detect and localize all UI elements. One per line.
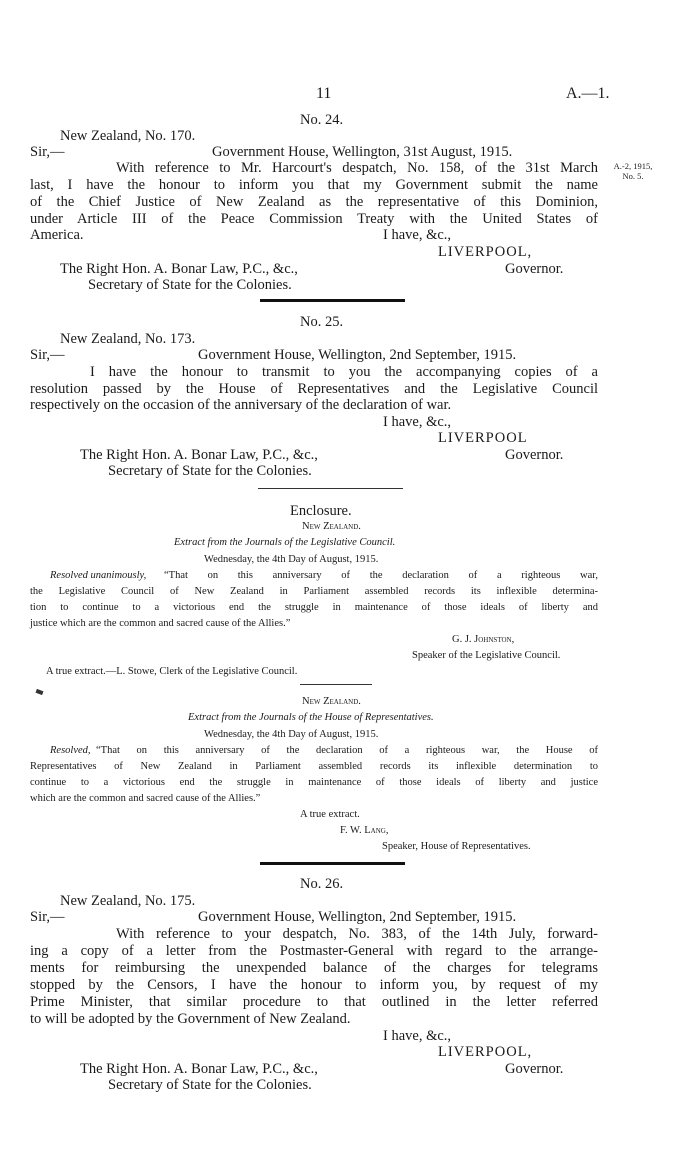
house-line-1: “That on this anniversary of the declaration of a righteous war, the House of <box>96 745 598 756</box>
letter25-signature: LIVERPOOL <box>438 430 528 446</box>
letter25-ref: New Zealand, No. 173. <box>60 331 196 347</box>
letter24-ref: New Zealand, No. 170. <box>60 128 196 144</box>
letter24-closing: I have, &c., <box>383 227 452 243</box>
section-rule <box>260 299 405 302</box>
letter24-address: Government House, Wellington, 31st August, 1915. <box>212 144 513 160</box>
letter26-line-6: to will be adopted by the Government of New Zealand. <box>30 1011 351 1027</box>
letter26-line-4: stopped by the Censors, I have the honour to inform you, by request of my <box>30 977 598 993</box>
letter24-recipient: The Right Hon. A. Bonar Law, P.C., &c., <box>60 261 298 277</box>
house-date: Wednesday, the 4th Day of August, 1915. <box>204 729 379 740</box>
letter24-number: No. 24. <box>300 112 344 128</box>
enclosure-heading: Enclosure. <box>290 503 352 519</box>
letter26-line-1: With reference to your despatch, No. 383, of the 14th July, forward- <box>116 926 598 942</box>
house-line-2: Representatives of New Zealand in Parliament assembled records its inflexible determination to <box>30 761 598 772</box>
letter26-sig-title: Governor. <box>505 1061 564 1077</box>
letter26-number: No. 26. <box>300 876 344 892</box>
letter26-ref: New Zealand, No. 175. <box>60 893 196 909</box>
letter26-salutation: Sir,— <box>30 909 65 925</box>
house-signer: F. W. Lang, <box>340 825 389 836</box>
house-source: Extract from the Journals of the House of Representatives. <box>188 712 434 723</box>
letter25-sig-title: Governor. <box>505 447 564 463</box>
section-rule <box>260 862 405 865</box>
letter24-recipient-title: Secretary of State for the Colonies. <box>88 277 292 293</box>
letter26-address: Government House, Wellington, 2nd September, 1915. <box>198 909 517 925</box>
house-line-3: continue to a victorious end the struggle in maintenance of those ideals of liberty and justice <box>30 777 598 788</box>
house-signer-title: Speaker, House of Representatives. <box>382 841 531 852</box>
council-signer-title: Speaker of the Legislative Council. <box>412 650 561 661</box>
council-date: Wednesday, the 4th Day of August, 1915. <box>204 554 379 565</box>
letter25-line-3: respectively on the occasion of the anniversary of the declaration of war. <box>30 397 452 413</box>
council-line-3: tion to continue to a victorious end the struggle in maintenance of those ideals of liberty and <box>30 602 598 613</box>
council-attest: A true extract.—L. Stowe, Clerk of the Legislative Council. <box>46 666 298 677</box>
letter25-address: Government House, Wellington, 2nd September, 1915. <box>198 347 517 363</box>
council-line-4: justice which are the common and sacred cause of the Allies.” <box>30 618 291 629</box>
letter24-salutation: Sir,— <box>30 144 65 160</box>
enclosure-divider <box>300 684 372 685</box>
letter24-sig-title: Governor. <box>505 261 564 277</box>
letter24-line-2: last, I have the honour to inform you that my Government submit the name <box>30 177 598 193</box>
letter24-line-1: With reference to Mr. Harcourt's despatch, No. 158, of the 31st March <box>116 160 598 176</box>
letter25-recipient-title: Secretary of State for the Colonies. <box>108 463 312 479</box>
letter25-closing: I have, &c., <box>383 414 452 430</box>
council-line-1: “That on this anniversary of the declaration of a righteous war, <box>164 570 598 581</box>
page-number: 11 <box>316 85 332 102</box>
letter26-line-5: Prime Minister, that similar procedure to that outlined in the letter referred <box>30 994 598 1010</box>
letter26-recipient: The Right Hon. A. Bonar Law, P.C., &c., <box>80 1061 318 1077</box>
house-resolved: Resolved, <box>50 745 91 756</box>
house-attest: A true extract. <box>300 809 360 820</box>
council-place: New Zealand. <box>302 521 361 532</box>
letter26-recipient-title: Secretary of State for the Colonies. <box>108 1077 312 1093</box>
letter26-line-2: ing a copy of a letter from the Postmaster-General with regard to the arrange- <box>30 943 598 959</box>
margin-note-line-2: No. 5. <box>622 171 644 181</box>
letter24-line-4: under Article III of the Peace Commission Treaty with the United States of <box>30 211 598 227</box>
enclosure-rule <box>258 488 403 489</box>
letter24-line-3: of the Chief Justice of New Zealand as the representative of this Dominion, <box>30 194 598 210</box>
council-signer: G. J. Johnston, <box>452 634 515 645</box>
letter26-closing: I have, &c., <box>383 1028 452 1044</box>
letter26-line-3: ments for reimbursing the unexpended balance of the charges for telegrams <box>30 960 598 976</box>
margin-note-line-1: A.-2, 1915, <box>613 161 653 171</box>
council-source: Extract from the Journals of the Legislative Council. <box>174 537 396 548</box>
council-line-2: the Legislative Council of New Zealand in Parliament assembled records its inflexible determina- <box>30 586 598 597</box>
council-resolved: Resolved unanimously, <box>50 570 147 581</box>
letter24-signature: LIVERPOOL, <box>438 244 533 260</box>
page-code: A.—1. <box>566 85 610 102</box>
letter24-line-5: America. <box>30 227 84 243</box>
letter25-line-2: resolution passed by the House of Representatives and the Legislative Council <box>30 381 598 397</box>
letter25-recipient: The Right Hon. A. Bonar Law, P.C., &c., <box>80 447 318 463</box>
letter25-salutation: Sir,— <box>30 347 65 363</box>
printer-mark <box>36 689 44 695</box>
house-place: New Zealand. <box>302 696 361 707</box>
letter25-number: No. 25. <box>300 314 344 330</box>
letter26-signature: LIVERPOOL, <box>438 1044 533 1060</box>
letter24-margin-note <box>603 161 663 181</box>
house-line-4: which are the common and sacred cause of the Allies.” <box>30 793 261 804</box>
letter25-line-1: I have the honour to transmit to you the accompanying copies of a <box>90 364 598 380</box>
